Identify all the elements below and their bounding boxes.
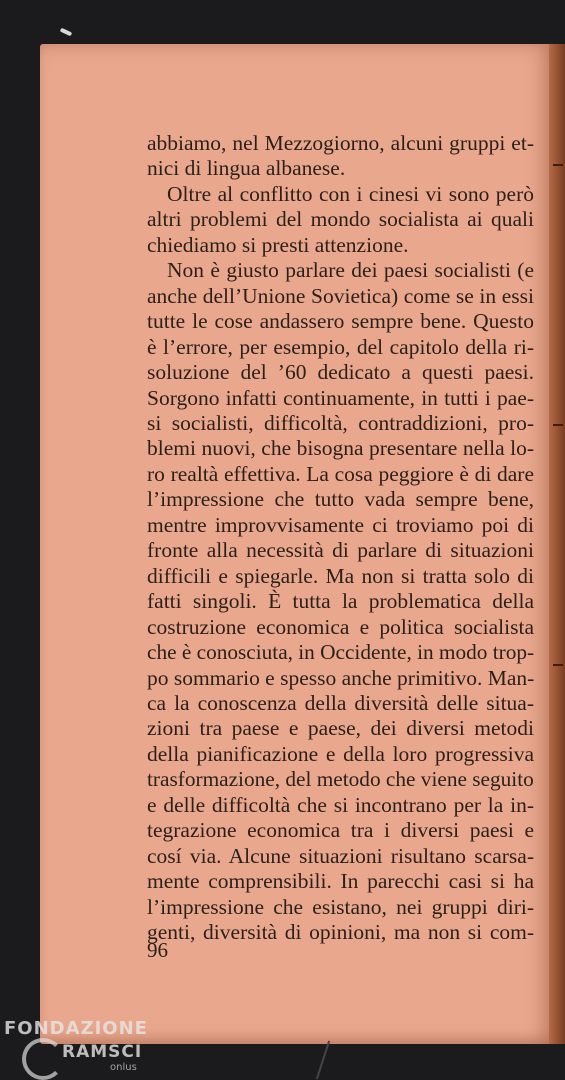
text-line: si socialisti, difficoltà, contraddizioni, pro- <box>147 410 534 435</box>
text-line: blemi nuovi, che bisogna presentare nella lo- <box>147 436 534 461</box>
text-line: chiediamo si presti attenzione. <box>147 232 409 257</box>
scan-artifact <box>60 28 73 37</box>
page-edge-mark <box>553 664 563 666</box>
text-line: della pianificazione e della loro progressiva <box>147 741 534 766</box>
text-line: che è conosciuta, in Occidente, in modo trop- <box>147 640 535 665</box>
text-line: po sommario e spesso anche primitivo. Man- <box>147 665 535 690</box>
text-line: fatti singoli. È tutta la problematica della <box>147 589 534 614</box>
text-line: tutte le cose andassero sempre bene. Questo <box>147 309 534 334</box>
text-line: soluzione del ’60 dedicato a questi paesi. <box>147 360 534 385</box>
text-line: tegrazione economica tra i diversi paesi e <box>147 818 534 843</box>
text-line: Oltre al conflitto con i cinesi vi sono però <box>167 181 534 206</box>
text-line: ca la conoscenza della diversità delle situa- <box>147 690 534 715</box>
text-line: Non è giusto parlare dei paesi socialisti (e <box>167 258 534 283</box>
text-line: nici di lingua albanese. <box>147 156 346 181</box>
text-line: difficili e spiegarle. Ma non si tratta solo di <box>147 563 534 588</box>
text-line: è l’errore, per esempio, del capitolo della ri- <box>147 334 534 359</box>
text-line: cosí via. Alcune situazioni risultano scarsa- <box>147 843 534 868</box>
text-line: l’impressione che tutto vada sempre bene, <box>147 487 534 512</box>
text-line: anche dell’Unione Sovietica) come se in essi <box>147 283 534 308</box>
text-line: abbiamo, nel Mezzogiorno, alcuni gruppi et- <box>147 131 534 155</box>
text-line: mente comprensibili. In parecchi casi si ha <box>147 869 534 894</box>
text-line: Sorgono infatti continuamente, in tutti i pae- <box>147 385 534 410</box>
text-line: ro realtà effettiva. La cosa peggiore è di dare <box>147 461 534 486</box>
text-line: zioni tra paese e paese, dei diversi metodi <box>147 716 534 741</box>
text-line: l’impressione che esistano, nei gruppi diri- <box>147 894 534 919</box>
page-edge <box>549 44 565 1044</box>
text-line: costruzione economica e politica socialista <box>147 614 534 639</box>
page-edge-mark <box>553 164 563 166</box>
text-line: e delle difficoltà che si incontrano per la in- <box>147 792 534 817</box>
text-line: mentre improvvisamente ci troviamo poi di <box>147 512 534 537</box>
text-line: trasformazione, del metodo che viene seguito <box>147 767 534 792</box>
scan-crease <box>316 1041 330 1080</box>
text-line: altri problemi del mondo socialista ai quali <box>147 207 534 232</box>
page-edge-mark <box>553 424 563 426</box>
watermark-line1: FONDAZIONE <box>4 1018 148 1039</box>
body-text <box>147 131 534 946</box>
text-line: genti, diversità di opinioni, ma non si com- <box>147 920 534 945</box>
watermark-g-icon <box>22 1038 64 1080</box>
watermark-logo <box>0 1018 160 1080</box>
text-line: fronte alla necessità di parlare di situazioni <box>147 538 534 563</box>
watermark-line3: onlus <box>110 1062 137 1073</box>
watermark-line2: RAMSCI <box>62 1042 143 1062</box>
page-number: 96 <box>147 938 168 962</box>
